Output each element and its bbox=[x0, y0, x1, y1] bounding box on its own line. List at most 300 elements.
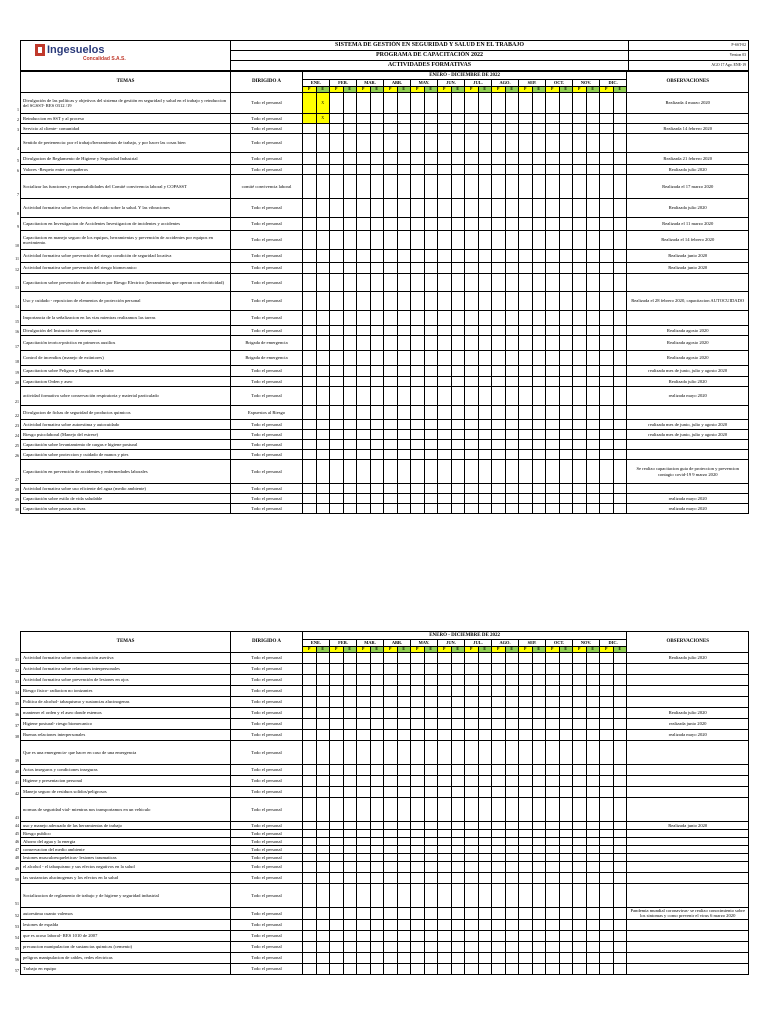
schedule-cell bbox=[600, 884, 614, 908]
schedule-cell bbox=[397, 846, 411, 854]
schedule-cell bbox=[303, 741, 317, 765]
schedule-cell bbox=[330, 798, 344, 822]
schedule-cell bbox=[357, 199, 371, 218]
schedule-cell bbox=[519, 165, 533, 175]
schedule-cell bbox=[573, 430, 587, 440]
schedule-cell bbox=[424, 919, 438, 930]
tema-text: Capacitación teorica-práctica en primeros auxilios bbox=[23, 340, 116, 346]
schedule-cell bbox=[384, 165, 398, 175]
schedule-cell bbox=[492, 741, 506, 765]
tema-text: lesiones musculoesqueleticas- lesiones traumaticas bbox=[23, 854, 117, 860]
schedule-cell bbox=[586, 311, 600, 326]
schedule-cell bbox=[384, 963, 398, 974]
schedule-cell bbox=[316, 484, 330, 494]
schedule-cell bbox=[478, 862, 492, 873]
schedule-cell bbox=[573, 830, 587, 838]
schedule-sheet-1 bbox=[15, 40, 748, 514]
observaciones-cell: realizada mes de junio, julio y agosto 2020 bbox=[627, 430, 749, 440]
schedule-cell bbox=[370, 484, 384, 494]
tema-text: las sustancias alucinogenas y los efectos en la salud bbox=[23, 875, 118, 881]
schedule-cell bbox=[573, 326, 587, 336]
col-periodo: ENERO - DICIEMBRE DE 2022 bbox=[303, 72, 627, 80]
schedule-cell bbox=[438, 450, 452, 460]
row-number: 48 bbox=[15, 855, 19, 861]
tema-cell bbox=[15, 387, 231, 406]
schedule-cell bbox=[519, 124, 533, 134]
schedule-cell bbox=[397, 862, 411, 873]
month-header: MAR. bbox=[357, 640, 384, 647]
schedule-cell bbox=[586, 741, 600, 765]
schedule-cell bbox=[303, 274, 317, 292]
schedule-cell bbox=[505, 406, 519, 420]
schedule-cell bbox=[357, 351, 371, 366]
tema-text: actividad formativa sobre conservación respiratoria y material particulado bbox=[23, 393, 159, 399]
schedule-cell bbox=[397, 730, 411, 741]
tema-cell bbox=[15, 884, 231, 908]
schedule-cell bbox=[559, 787, 573, 798]
schedule-cell bbox=[586, 231, 600, 250]
schedule-cell bbox=[397, 930, 411, 941]
schedule-cell bbox=[478, 450, 492, 460]
schedule-cell bbox=[505, 199, 519, 218]
schedule-cell bbox=[397, 830, 411, 838]
schedule-cell bbox=[546, 653, 560, 664]
schedule-cell bbox=[613, 787, 627, 798]
schedule-cell bbox=[303, 787, 317, 798]
schedule-cell bbox=[451, 675, 465, 686]
schedule-cell bbox=[465, 231, 479, 250]
schedule-cell bbox=[573, 387, 587, 406]
schedule-cell bbox=[384, 919, 398, 930]
month-header: AGO. bbox=[492, 640, 519, 647]
schedule-cell bbox=[343, 199, 357, 218]
tema-text: autoestima cuanto valemos bbox=[23, 910, 73, 916]
schedule-cell bbox=[559, 675, 573, 686]
table-row bbox=[21, 941, 749, 952]
schedule-cell bbox=[357, 326, 371, 336]
schedule-cell bbox=[438, 292, 452, 311]
tema-cell bbox=[15, 730, 231, 741]
schedule-cell bbox=[465, 377, 479, 387]
schedule-cell bbox=[546, 730, 560, 741]
planned-header: P bbox=[492, 87, 506, 93]
schedule-cell bbox=[357, 311, 371, 326]
schedule-cell bbox=[613, 952, 627, 963]
schedule-cell bbox=[424, 494, 438, 504]
schedule-cell bbox=[492, 114, 506, 124]
schedule-cell bbox=[546, 884, 560, 908]
schedule-cell bbox=[478, 199, 492, 218]
schedule-cell bbox=[586, 460, 600, 484]
schedule-cell bbox=[451, 697, 465, 708]
schedule-cell bbox=[559, 741, 573, 765]
schedule-cell bbox=[532, 776, 546, 787]
tema-cell bbox=[15, 952, 231, 963]
schedule-cell bbox=[586, 420, 600, 430]
month-header: JUN. bbox=[438, 80, 465, 87]
table-row bbox=[21, 114, 749, 124]
tema-text: Trabajo en equipo bbox=[23, 965, 57, 971]
schedule-cell bbox=[411, 675, 425, 686]
schedule-cell bbox=[465, 504, 479, 514]
schedule-cell bbox=[505, 420, 519, 430]
schedule-cell bbox=[613, 406, 627, 420]
schedule-cell bbox=[343, 838, 357, 846]
schedule-cell bbox=[546, 430, 560, 440]
schedule-cell bbox=[573, 730, 587, 741]
schedule-cell bbox=[424, 93, 438, 114]
schedule-cell bbox=[478, 697, 492, 708]
schedule-cell bbox=[613, 292, 627, 311]
schedule-cell bbox=[478, 175, 492, 199]
schedule-cell bbox=[343, 292, 357, 311]
schedule-cell bbox=[397, 884, 411, 908]
header-table bbox=[20, 40, 749, 71]
schedule-cell bbox=[586, 199, 600, 218]
schedule-cell bbox=[586, 653, 600, 664]
executed-header: E bbox=[613, 87, 627, 93]
executed-header: E bbox=[559, 647, 573, 653]
schedule-cell bbox=[586, 862, 600, 873]
schedule-cell bbox=[357, 218, 371, 231]
schedule-cell bbox=[316, 787, 330, 798]
schedule-cell bbox=[532, 822, 546, 830]
schedule-cell bbox=[424, 908, 438, 920]
tema-cell bbox=[15, 838, 231, 846]
schedule-cell bbox=[478, 366, 492, 377]
schedule-cell bbox=[613, 873, 627, 884]
month-header: FEB. bbox=[330, 640, 357, 647]
schedule-cell bbox=[370, 675, 384, 686]
schedule-cell bbox=[357, 336, 371, 351]
dirigido-cell: Todo el personal bbox=[231, 719, 303, 730]
schedule-cell bbox=[357, 124, 371, 134]
schedule-cell bbox=[559, 504, 573, 514]
schedule-cell bbox=[613, 430, 627, 440]
schedule-cell bbox=[438, 274, 452, 292]
schedule-cell bbox=[438, 406, 452, 420]
schedule-cell bbox=[370, 730, 384, 741]
dirigido-cell: Todo el personal bbox=[231, 741, 303, 765]
schedule-cell bbox=[384, 884, 398, 908]
dirigido-cell: Brigada de emergencia bbox=[231, 351, 303, 366]
schedule-cell bbox=[384, 952, 398, 963]
schedule-cell bbox=[519, 250, 533, 263]
schedule-cell bbox=[546, 484, 560, 494]
schedule-cell bbox=[370, 776, 384, 787]
schedule-cell bbox=[451, 930, 465, 941]
schedule-cell bbox=[505, 430, 519, 440]
schedule-cell bbox=[397, 114, 411, 124]
planned-header: P bbox=[303, 87, 317, 93]
schedule-cell bbox=[357, 730, 371, 741]
schedule-cell bbox=[357, 941, 371, 952]
schedule-cell bbox=[397, 311, 411, 326]
schedule-cell bbox=[600, 765, 614, 776]
schedule-cell bbox=[316, 846, 330, 854]
schedule-cell bbox=[451, 440, 465, 450]
schedule-cell bbox=[397, 963, 411, 974]
schedule-cell bbox=[532, 114, 546, 124]
schedule-cell bbox=[492, 776, 506, 787]
dirigido-cell: Todo el personal bbox=[231, 664, 303, 675]
dirigido-cell: Todo el personal bbox=[231, 908, 303, 920]
schedule-cell bbox=[532, 719, 546, 730]
schedule-cell bbox=[303, 908, 317, 920]
schedule-cell bbox=[573, 153, 587, 165]
schedule-cell bbox=[600, 336, 614, 351]
schedule-cell bbox=[586, 292, 600, 311]
observaciones-cell: realizada mayo 2020 bbox=[627, 387, 749, 406]
month-header: MAR. bbox=[357, 80, 384, 87]
schedule-cell bbox=[600, 908, 614, 920]
schedule-cell bbox=[613, 450, 627, 460]
schedule-cell bbox=[438, 351, 452, 366]
schedule-cell bbox=[492, 134, 506, 153]
schedule-cell bbox=[492, 494, 506, 504]
executed-header: E bbox=[586, 647, 600, 653]
schedule-cell bbox=[424, 730, 438, 741]
schedule-cell bbox=[316, 387, 330, 406]
schedule-cell bbox=[411, 311, 425, 326]
schedule-cell bbox=[532, 199, 546, 218]
schedule-cell bbox=[424, 952, 438, 963]
schedule-cell bbox=[424, 776, 438, 787]
tema-cell bbox=[15, 822, 231, 830]
schedule-cell bbox=[370, 830, 384, 838]
schedule-cell bbox=[411, 274, 425, 292]
schedule-cell bbox=[505, 153, 519, 165]
schedule-cell bbox=[411, 930, 425, 941]
schedule-cell bbox=[465, 952, 479, 963]
schedule-cell bbox=[411, 460, 425, 484]
schedule-cell bbox=[397, 941, 411, 952]
schedule-cell bbox=[451, 134, 465, 153]
tema-cell bbox=[15, 450, 231, 460]
schedule-cell bbox=[411, 406, 425, 420]
schedule-cell bbox=[370, 124, 384, 134]
schedule-cell bbox=[303, 838, 317, 846]
schedule-cell bbox=[478, 114, 492, 124]
schedule-cell bbox=[532, 440, 546, 450]
schedule-cell bbox=[492, 862, 506, 873]
schedule-cell bbox=[492, 175, 506, 199]
schedule-cell bbox=[613, 963, 627, 974]
schedule-cell bbox=[613, 504, 627, 514]
schedule-cell bbox=[424, 484, 438, 494]
schedule-cell bbox=[424, 440, 438, 450]
schedule-cell bbox=[492, 504, 506, 514]
observaciones-cell: realizada mayo 2020 bbox=[627, 730, 749, 741]
schedule-cell bbox=[492, 846, 506, 854]
schedule-cell bbox=[343, 440, 357, 450]
col-observaciones: OBSERVACIONES bbox=[627, 632, 749, 653]
executed-header: E bbox=[316, 87, 330, 93]
schedule-cell bbox=[505, 250, 519, 263]
schedule-cell bbox=[465, 930, 479, 941]
schedule-cell bbox=[532, 765, 546, 776]
schedule-cell bbox=[343, 941, 357, 952]
month-header: NOV. bbox=[573, 640, 600, 647]
company-logo bbox=[21, 41, 231, 71]
schedule-cell bbox=[492, 420, 506, 430]
schedule-cell bbox=[384, 708, 398, 719]
schedule-cell bbox=[316, 908, 330, 920]
schedule-cell bbox=[370, 822, 384, 830]
schedule-cell bbox=[559, 292, 573, 311]
tema-cell bbox=[15, 274, 231, 292]
schedule-cell bbox=[505, 862, 519, 873]
schedule-cell bbox=[330, 664, 344, 675]
schedule-cell bbox=[505, 830, 519, 838]
schedule-cell bbox=[613, 93, 627, 114]
schedule-cell bbox=[532, 963, 546, 974]
schedule-cell bbox=[573, 114, 587, 124]
observaciones-cell: Realizada el 14 febrero 2020 bbox=[627, 231, 749, 250]
row-number: 12 bbox=[15, 267, 19, 273]
schedule-cell bbox=[600, 218, 614, 231]
schedule-cell bbox=[586, 787, 600, 798]
schedule-cell bbox=[600, 952, 614, 963]
schedule-cell bbox=[519, 730, 533, 741]
schedule-cell bbox=[370, 440, 384, 450]
tema-cell bbox=[15, 420, 231, 430]
schedule-cell bbox=[559, 406, 573, 420]
schedule-cell bbox=[505, 765, 519, 776]
schedule-cell bbox=[532, 263, 546, 274]
schedule-cell bbox=[411, 450, 425, 460]
schedule-cell bbox=[559, 175, 573, 199]
schedule-cell bbox=[343, 165, 357, 175]
schedule-cell bbox=[330, 708, 344, 719]
table-row bbox=[21, 231, 749, 250]
schedule-cell bbox=[532, 697, 546, 708]
dirigido-cell: Todo el personal bbox=[231, 822, 303, 830]
schedule-cell bbox=[330, 450, 344, 460]
schedule-cell bbox=[451, 153, 465, 165]
schedule-cell bbox=[451, 653, 465, 664]
schedule-cell bbox=[505, 653, 519, 664]
schedule-cell bbox=[478, 708, 492, 719]
col-dirigido: DIRIGIDO A bbox=[231, 632, 303, 653]
schedule-cell bbox=[586, 730, 600, 741]
executed-header: E bbox=[505, 87, 519, 93]
tema-text: Valores -Respeto entre compañeros bbox=[23, 166, 88, 172]
schedule-cell bbox=[532, 420, 546, 430]
schedule-cell bbox=[519, 311, 533, 326]
schedule-cell bbox=[303, 798, 317, 822]
dirigido-cell: Todo el personal bbox=[231, 504, 303, 514]
col-observaciones: OBSERVACIONES bbox=[627, 72, 749, 93]
schedule-cell bbox=[357, 776, 371, 787]
row-number: 22 bbox=[15, 413, 19, 419]
tema-text: Capacitacion sobre Peligros y Riesgos en la labor bbox=[23, 368, 114, 374]
schedule-cell bbox=[397, 250, 411, 263]
schedule-cell bbox=[424, 504, 438, 514]
table-row bbox=[21, 873, 749, 884]
schedule-cell bbox=[492, 387, 506, 406]
schedule-cell bbox=[384, 908, 398, 920]
schedule-cell bbox=[424, 686, 438, 697]
schedule-cell bbox=[411, 664, 425, 675]
schedule-cell bbox=[411, 153, 425, 165]
observaciones-cell bbox=[627, 952, 749, 963]
schedule-cell bbox=[492, 765, 506, 776]
schedule-cell bbox=[613, 653, 627, 664]
row-number: 38 bbox=[15, 734, 19, 740]
schedule-cell bbox=[478, 311, 492, 326]
schedule-cell bbox=[438, 311, 452, 326]
row-number: 37 bbox=[15, 723, 19, 729]
schedule-cell bbox=[532, 450, 546, 460]
schedule-cell bbox=[330, 846, 344, 854]
planned-header: P bbox=[357, 647, 371, 653]
schedule-cell bbox=[330, 440, 344, 450]
schedule-cell bbox=[573, 377, 587, 387]
schedule-cell bbox=[357, 873, 371, 884]
schedule-cell bbox=[343, 153, 357, 165]
dirigido-cell: Todo el personal bbox=[231, 919, 303, 930]
observaciones-cell bbox=[627, 838, 749, 846]
schedule-cell bbox=[384, 873, 398, 884]
schedule-cell bbox=[600, 292, 614, 311]
schedule-cell bbox=[370, 494, 384, 504]
schedule-cell bbox=[532, 873, 546, 884]
schedule-cell bbox=[438, 862, 452, 873]
schedule-cell bbox=[465, 250, 479, 263]
schedule-cell bbox=[438, 686, 452, 697]
schedule-cell bbox=[478, 484, 492, 494]
schedule-cell bbox=[451, 114, 465, 124]
schedule-cell bbox=[316, 250, 330, 263]
dirigido-cell: Todo el personal bbox=[231, 377, 303, 387]
schedule-cell bbox=[492, 274, 506, 292]
tema-text: Capacitación sobre estilo de vida saludable bbox=[23, 495, 103, 501]
schedule-cell bbox=[573, 250, 587, 263]
tema-cell bbox=[17, 134, 231, 153]
schedule-cell bbox=[330, 406, 344, 420]
schedule-cell bbox=[343, 494, 357, 504]
schedule-cell bbox=[546, 387, 560, 406]
observaciones-cell bbox=[627, 862, 749, 873]
schedule-cell bbox=[465, 114, 479, 124]
logo-icon bbox=[35, 44, 45, 56]
schedule-cell bbox=[370, 963, 384, 974]
schedule-cell bbox=[532, 430, 546, 440]
schedule-cell bbox=[303, 765, 317, 776]
schedule-cell bbox=[343, 741, 357, 765]
schedule-cell bbox=[330, 231, 344, 250]
observaciones-cell bbox=[627, 884, 749, 908]
schedule-cell bbox=[411, 326, 425, 336]
tema-cell bbox=[15, 250, 231, 263]
table-row bbox=[21, 730, 749, 741]
tema-cell bbox=[15, 377, 231, 387]
schedule-cell bbox=[586, 450, 600, 460]
schedule-cell bbox=[573, 311, 587, 326]
schedule-cell bbox=[438, 664, 452, 675]
schedule-cell bbox=[465, 430, 479, 440]
dirigido-cell: Todo el personal bbox=[231, 484, 303, 494]
table-row bbox=[21, 884, 749, 908]
schedule-cell bbox=[343, 830, 357, 838]
schedule-cell bbox=[438, 114, 452, 124]
observaciones-cell: Realizada agosto 2020 bbox=[627, 336, 749, 351]
schedule-cell bbox=[559, 420, 573, 430]
schedule-cell bbox=[357, 484, 371, 494]
row-number: 40 bbox=[15, 769, 19, 775]
schedule-cell bbox=[613, 165, 627, 175]
